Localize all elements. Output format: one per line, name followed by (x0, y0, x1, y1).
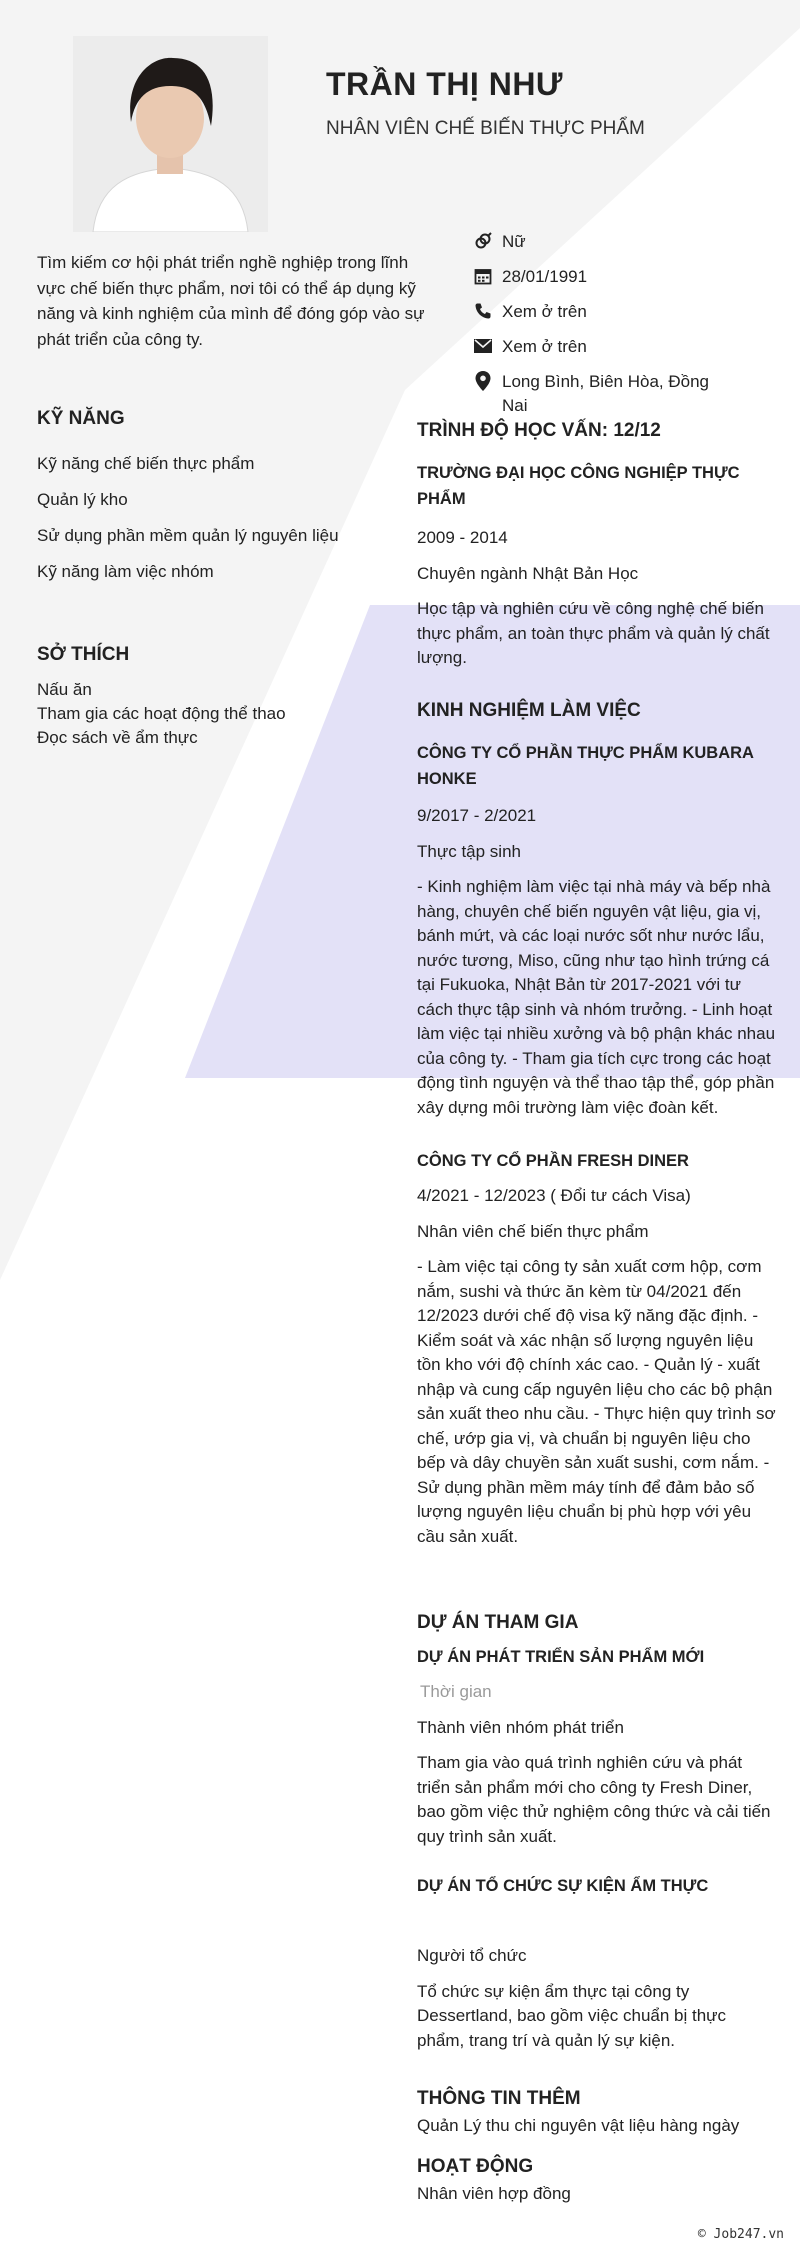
job-title: NHÂN VIÊN CHẾ BIẾN THỰC PHẨM (326, 118, 645, 139)
contact-info (472, 230, 772, 415)
project-name: DỰ ÁN TỔ CHỨC SỰ KIỆN ẨM THỰC (417, 1877, 709, 1895)
project-name: DỰ ÁN PHÁT TRIỂN SẢN PHẨM MỚI (417, 1648, 705, 1666)
skills-heading: KỸ NĂNG (37, 408, 125, 429)
project-time: Thời gian (420, 1682, 492, 1701)
phone-value: Xem ở trên (502, 302, 587, 321)
birthday-value: 28/01/1991 (502, 267, 588, 286)
skills-section (37, 408, 357, 596)
activities-text: Nhân viên hợp đồng (417, 2184, 571, 2203)
job-period: 9/2017 - 2/2021 (417, 806, 537, 825)
project-description: Tham gia vào quá trình nghiên cứu và phát triển sản phẩm mới cho công ty Fresh Diner, bao gồm việc thử nghiệm công thức và cải tiến quy trình sản xuất. (417, 1753, 771, 1846)
hobby-item: Nấu ăn (37, 680, 92, 699)
contact-birthday (472, 265, 772, 300)
gender-icon (472, 230, 494, 252)
education-major: Chuyên ngành Nhật Bản Học (417, 563, 639, 583)
location-icon (472, 370, 494, 392)
activities-heading: HOẠT ĐỘNG (417, 2156, 534, 2177)
profile-photo (73, 36, 268, 232)
company-name: CÔNG TY CỔ PHẦN FRESH DINER (417, 1152, 689, 1170)
skill-item: Kỹ năng chế biến thực phẩm (37, 454, 255, 473)
hobby-item: Tham gia các hoạt động thể thao (37, 704, 286, 723)
job-description: - Kinh nghiệm làm việc tại nhà máy và bếp nhà hàng, chuyên chế biến nguyên vật liệu, gia vị, bánh mứt, và các loại nước sốt như nước lẩu, nước tương, Miso, cũng như tạo hình trứng cá tại Fukuoka, Nhật Bản từ 2017-2021 với tư cách thực tập sinh và nhóm trưởng. - Linh hoạt làm việc tại nhiều xưởng và bộ phận khác nhau của công ty. - Tham gia tích cực trong các hoạt động tình nguyện và thể thao tập thể, góp phần xây dựng môi trường làm việc đoàn kết. (417, 877, 776, 1117)
job-period: 4/2021 - 12/2023 ( Đổi tư cách Visa) (417, 1186, 691, 1205)
contact-address (472, 370, 772, 415)
skill-item: Sử dụng phần mềm quản lý nguyên liệu (37, 526, 339, 545)
hobby-item: Đọc sách về ẩm thực (37, 728, 198, 747)
address-value: Long Bình, Biên Hòa, Đồng Nai (502, 372, 709, 415)
hobbies-heading: SỞ THÍCH (37, 644, 130, 665)
project-time (417, 1909, 777, 1933)
career-objective: Tìm kiếm cơ hội phát triển nghề nghiệp trong lĩnh vực chế biến thực phẩm, nơi tôi có thể áp dụng kỹ năng và kinh nghiệm của mình để đóng góp vào sự phát triển của công ty. (37, 253, 425, 349)
additional-heading: THÔNG TIN THÊM (417, 2088, 581, 2109)
job-description: - Làm việc tại công ty sản xuất cơm hộp, cơm nắm, sushi và thức ăn kèm từ 04/2021 đến 12/2023 dưới chế độ visa kỹ năng đặc định. - Kiểm soát và xác nhận số lượng nguyên liệu tồn kho với độ chính xác cao. - Quản lý - xuất nhập và cung cấp nguyên liệu cho các bộ phận sản xuất theo nhu cầu. - Thực hiện quy trình sơ chế, ướp gia vị, và chuẩn bị nguyên liệu cho bếp và dây chuyền sản xuất sushi, cơm nắm. - Sử dụng phần mềm máy tính để đảm bảo số lượng nguyên liệu chuẩn bị phù hợp với yêu cầu sản xuất. (417, 1257, 776, 1546)
gender-value: Nữ (502, 232, 526, 251)
project-role: Người tổ chức (417, 1946, 527, 1965)
skill-item: Kỹ năng làm việc nhóm (37, 562, 214, 581)
education-section (417, 420, 777, 671)
skill-item: Quản lý kho (37, 490, 128, 509)
education-description: Học tập và nghiên cứu về công nghệ chế biến thực phẩm, an toàn thực phẩm và quản lý chất lượng. (417, 599, 770, 667)
hobbies-section (37, 644, 357, 750)
projects-section (417, 1612, 777, 2053)
experience-section (417, 700, 777, 1549)
education-period: 2009 - 2014 (417, 528, 508, 547)
footer-watermark: © Job247.vn (697, 2227, 784, 2242)
school-name: TRƯỜNG ĐẠI HỌC CÔNG NGHIỆP THỰC PHẨM (417, 464, 740, 508)
calendar-icon (472, 265, 494, 287)
experience-heading: KINH NGHIỆM LÀM VIỆC (417, 700, 641, 721)
contact-phone (472, 300, 772, 335)
contact-email (472, 335, 772, 370)
job-position: Nhân viên chế biến thực phẩm (417, 1221, 649, 1241)
activities-section (417, 2156, 777, 2207)
candidate-name: TRẦN THỊ NHƯ (326, 66, 563, 102)
email-value: Xem ở trên (502, 337, 587, 356)
additional-section (417, 2088, 777, 2139)
email-icon (472, 335, 494, 357)
project-role: Thành viên nhóm phát triển (417, 1717, 624, 1737)
additional-text: Quản Lý thu chi nguyên vật liệu hàng ngày (417, 2116, 740, 2135)
job-position: Thực tập sinh (417, 841, 521, 861)
company-name: CÔNG TY CỔ PHẦN THỰC PHẨM KUBARA HONKE (417, 744, 754, 788)
contact-gender (472, 230, 772, 265)
projects-heading: DỰ ÁN THAM GIA (417, 1612, 579, 1633)
education-heading: TRÌNH ĐỘ HỌC VẤN: 12/12 (417, 420, 661, 441)
phone-icon (472, 300, 494, 322)
project-description: Tổ chức sự kiện ẩm thực tại công ty Dessertland, bao gồm việc chuẩn bị thực phẩm, trang trí và quản lý sự kiện. (417, 1981, 727, 2050)
